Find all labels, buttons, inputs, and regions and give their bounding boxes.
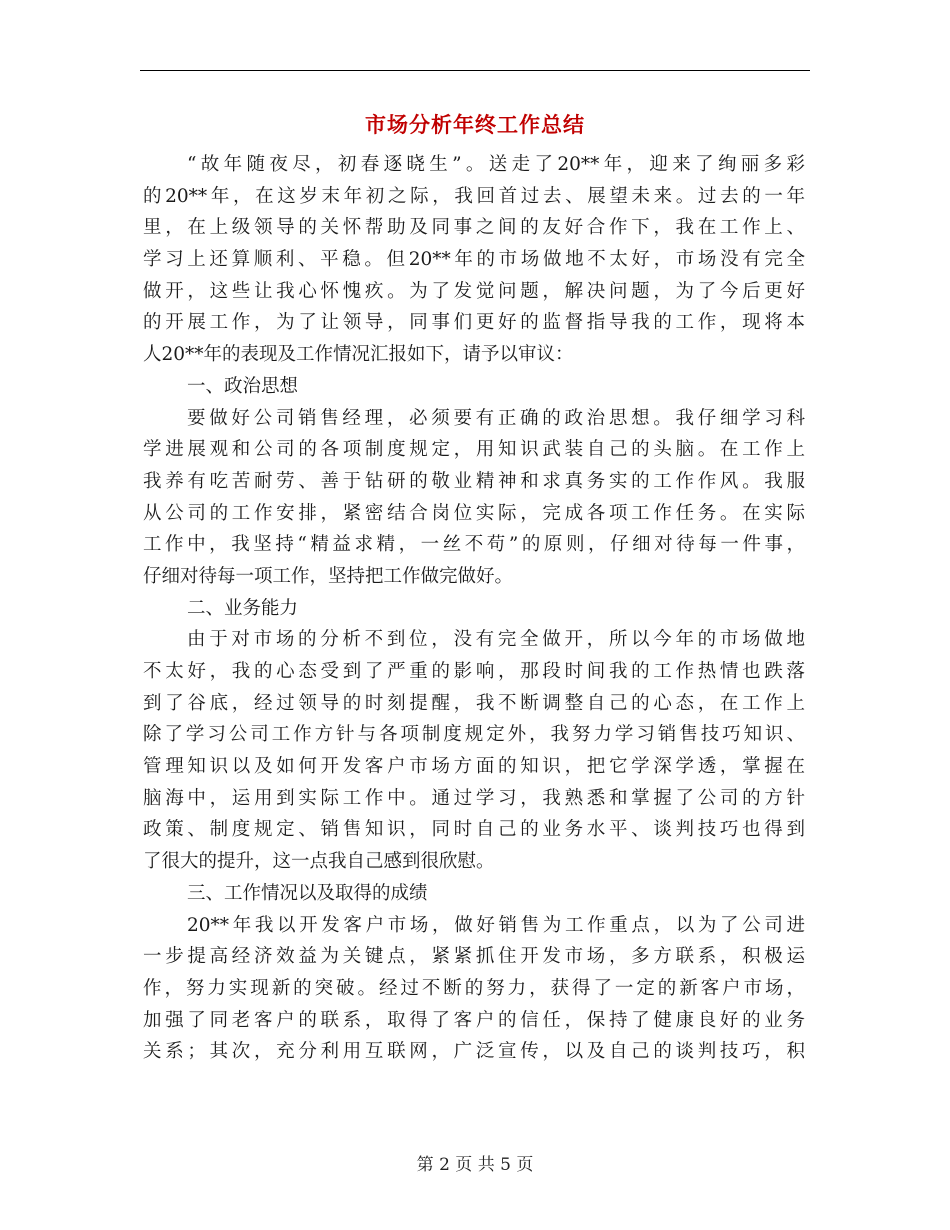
- paragraph-line: 一步提高经济效益为关键点，紧紧抓住开发市场，多方联系，积极运: [143, 946, 805, 968]
- paragraph-line: 到了谷底，经过领导的时刻提醒，我不断调整自己的心态，在工作上: [143, 692, 805, 714]
- section-heading: 一、政治思想: [187, 375, 299, 397]
- paragraph-line: 仔细对待每一项工作，坚持把工作做完做好。: [143, 565, 514, 587]
- header-rule: [140, 70, 810, 71]
- paragraph-line: 作，努力实现新的突破。经过不断的努力，获得了一定的新客户市场，: [143, 977, 805, 999]
- paragraph-line: 里，在上级领导的关怀帮助及同事之间的友好合作下，我在工作上、: [143, 217, 805, 239]
- paragraph-line: 要做好公司销售经理，必须要有正确的政治思想。我仔细学习科: [187, 407, 805, 429]
- paragraph-line: 做开，这些让我心怀愧疚。为了发觉问题，解决问题，为了今后更好: [143, 280, 805, 302]
- paragraph-line: 20**年我以开发客户市场，做好销售为工作重点，以为了公司进: [187, 914, 805, 936]
- paragraph-line: 从公司的工作安排，紧密结合岗位实际，完成各项工作任务。在实际: [143, 502, 805, 524]
- section-heading: 三、工作情况以及取得的成绩: [187, 882, 428, 904]
- paragraph-line: 除了学习公司工作方针与各项制度规定外，我努力学习销售技巧知识、: [143, 724, 805, 746]
- paragraph-line: 关系；其次，充分利用互联网，广泛宣传，以及自己的谈判技巧，积: [143, 1041, 805, 1063]
- paragraph-line: 政策、制度规定、销售知识，同时自己的业务水平、谈判技巧也得到: [143, 819, 805, 841]
- page-footer: 第 2 页 共 5 页: [416, 1155, 534, 1175]
- paragraph-line: 了很大的提升，这一点我自己感到很欣慰。: [143, 851, 495, 873]
- document-body: [143, 149, 805, 1068]
- paragraph-line: 学进展观和公司的各项制度规定，用知识武装自己的头脑。在工作上: [143, 439, 805, 461]
- paragraph-line: “故年随夜尽，初春逐晓生”。送走了20**年，迎来了绚丽多彩: [187, 154, 805, 175]
- paragraph-line: 脑海中，运用到实际工作中。通过学习，我熟悉和掌握了公司的方针: [143, 787, 805, 809]
- paragraph-line: 工作中，我坚持“精益求精，一丝不苟”的原则，仔细对待每一件事，: [143, 534, 805, 556]
- paragraph-line: 学习上还算顺利、平稳。但20**年的市场做地不太好，市场没有完全: [143, 249, 805, 271]
- paragraph-line: 不太好，我的心态受到了严重的影响，那段时间我的工作热情也跌落: [143, 661, 805, 682]
- document-title: 市场分析年终工作总结: [365, 113, 585, 137]
- paragraph-line: 我养有吃苦耐劳、善于钻研的敬业精神和求真务实的工作作风。我服: [143, 470, 805, 492]
- paragraph-line: 的20**年，在这岁末年初之际，我回首过去、展望未来。过去的一年: [143, 185, 805, 207]
- paragraph-line: 管理知识以及如何开发客户市场方面的知识，把它学深学透，掌握在: [143, 756, 805, 778]
- paragraph-line: 人20**年的表现及工作情况汇报如下，请予以审议：: [143, 344, 574, 366]
- paragraph-line: 加强了同老客户的联系，取得了客户的信任，保持了健康良好的业务: [143, 1009, 805, 1031]
- paragraph-line: 的开展工作，为了让领导，同事们更好的监督指导我的工作，现将本: [143, 312, 805, 334]
- section-heading: 二、业务能力: [187, 597, 299, 619]
- paragraph-line: 由于对市场的分析不到位，没有完全做开，所以今年的市场做地: [187, 629, 805, 651]
